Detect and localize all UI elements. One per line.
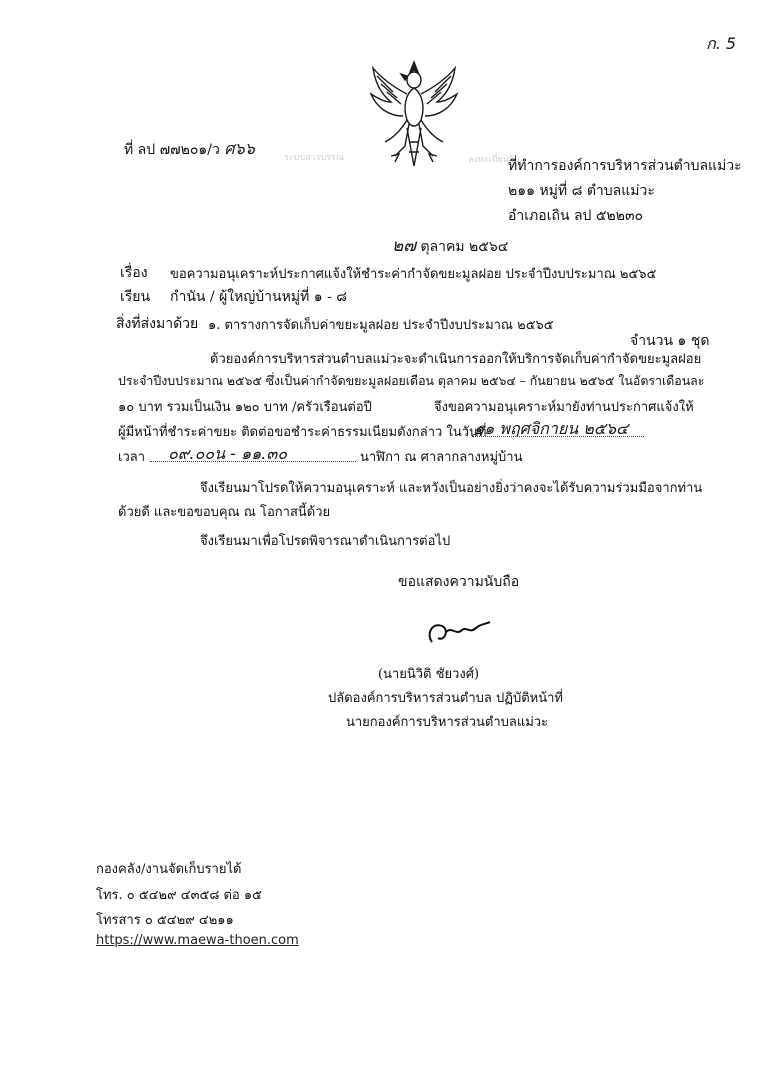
payment-time-dotline <box>150 461 356 462</box>
corner-mark: ก. 5 <box>706 34 737 53</box>
date-month-year: ตุลาคม ๒๕๖๔ <box>420 239 509 255</box>
faint-mark: ลงทะเบียนรับ <box>468 155 520 165</box>
body-p1-line1: ด้วยองค์การบริหารส่วนตำบลแม่วะจะดำเนินการออกให้บริการจัดเก็บค่ากำจัดขยะมูลฝอย <box>210 352 702 367</box>
body-p2-line2: ด้วยดี และขอขอบคุณ ณ โอกาสนี้ด้วย <box>118 505 331 520</box>
subject-label: เรื่อง <box>120 265 148 281</box>
doc-number-handwritten: ศ๖๖ <box>224 139 255 158</box>
closing: ขอแสดงความนับถือ <box>398 574 520 590</box>
signer-name: (นายนิวิติ ชัยวงศ์) <box>378 667 480 682</box>
letter-date <box>392 232 508 259</box>
footer-dept: กองคลัง/งานจัดเก็บรายได้ <box>96 862 242 877</box>
time-label: เวลา <box>118 450 146 465</box>
sender-line-3: อำเภอเถิน ลป ๕๒๒๓๐ <box>508 208 644 224</box>
body-p1-line3a: ๑๐ บาท รวมเป็นเงิน ๑๒๐ บาท /ครัวเรือนต่อปี <box>118 400 372 415</box>
footer-website-link[interactable]: https://www.maewa-thoen.com <box>96 933 299 948</box>
body-p1-line2: ประจำปีงบประมาณ ๒๕๖๕ ซึ่งเป็นค่ากำจัดขยะมูลฝอยเดือน ตุลาคม ๒๕๖๔ – กันยายน ๒๕๖๕ ในอัตราเดือนละ <box>118 373 705 388</box>
signature-icon <box>422 612 492 650</box>
payment-time-handwritten: ๐๙.๐๐น - ๑๑.๓๐ <box>168 444 288 463</box>
sender-line-1: ที่ทำการองค์การบริหารส่วนตำบลแม่วะ <box>508 158 742 174</box>
signer-title-2: นายกองค์การบริหารส่วนตำบลแม่วะ <box>346 715 549 730</box>
to-label: เรียน <box>120 289 151 305</box>
subject-text: ขอความอนุเคราะห์ประกาศแจ้งให้ชำระค่ากำจัดขยะมูลฝอย ประจำปีงบประมาณ ๒๕๖๕ <box>170 267 657 282</box>
enclosure-text: ๑. ตารางการจัดเก็บค่าขยะมูลฝอย ประจำปีงบประมาณ ๒๕๖๕ <box>208 318 554 333</box>
sender-line-2: ๒๑๑ หมู่ที่ ๘ ตำบลแม่วะ <box>508 183 655 199</box>
footer-fax: โทรสาร ๐ ๕๔๒๙ ๔๒๑๑ <box>96 913 234 928</box>
faint-mark: ระบบสารบรรณ <box>284 153 345 163</box>
body-p3: จึงเรียนมาเพื่อโปรดพิจารณาดำเนินการต่อไป <box>200 534 451 549</box>
enclosure-label: สิ่งที่ส่งมาด้วย <box>116 316 199 332</box>
doc-number-prefix: ที่ ลป ๗๗๒๐๑/ว <box>124 142 220 158</box>
body-p1-line3b: จึงขอความอนุเคราะห์มายังท่านประกาศแจ้งให้ <box>434 400 694 415</box>
body-p1-line5b: นาฬิกา ณ ศาลากลางหมู่บ้าน <box>360 450 523 465</box>
payment-date-dotline <box>472 436 644 437</box>
to-text: กำนัน / ผู้ใหญ่บ้านหมู่ที่ ๑ - ๘ <box>170 289 348 305</box>
body-p1-line4a: ผู้มีหน้าที่ชำระค่าขยะ ติดต่อขอชำระค่าธรรมเนียมดังกล่าว ในวันที่ <box>118 425 487 440</box>
doc-number <box>124 137 255 162</box>
payment-date-handwritten: ๑๑ พฤศจิกายน ๒๕๖๔ <box>474 419 629 438</box>
garuda-emblem-icon <box>367 58 461 170</box>
date-day-handwritten: ๒๗ <box>392 236 416 256</box>
body-p2-line1: จึงเรียนมาโปรดให้ความอนุเคราะห์ และหวังเป็นอย่างยิ่งว่าคงจะได้รับความร่วมมือจากท่าน <box>200 481 703 496</box>
signer-title-1: ปลัดองค์การบริหารส่วนตำบล ปฏิบัติหน้าที่ <box>328 691 563 706</box>
footer-tel: โทร. ๐ ๕๔๒๙ ๔๓๕๘ ต่อ ๑๕ <box>96 888 262 903</box>
enclosure-qty: จำนวน ๑ ชุด <box>630 333 710 349</box>
